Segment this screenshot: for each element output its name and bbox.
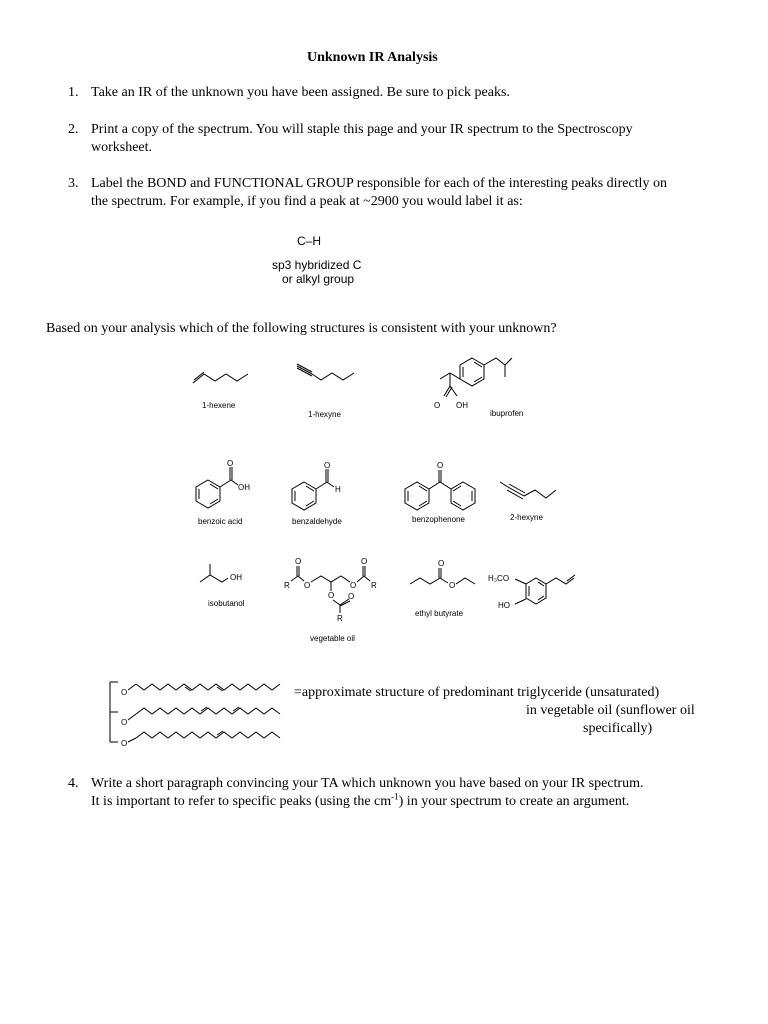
eugenol-ho-group: HO: [498, 601, 510, 610]
benzoic-acid-label: benzoic acid: [198, 517, 243, 526]
step-2-text-line1: Print a copy of the spectrum. You will staple this page and your IR spectrum to the Spectroscopy: [91, 122, 633, 137]
isobutanol-label: isobutanol: [208, 599, 245, 608]
step-3-text-line2: the spectrum. For example, if you find a peak at ~2900 you would label it as:: [91, 194, 523, 209]
vegetable-oil-o-atom-6: O: [361, 557, 368, 566]
benzoic-acid-structure: [194, 458, 254, 513]
eugenol-h3co-group: H₃CO: [488, 574, 510, 583]
vegetable-oil-structure: [284, 555, 384, 630]
ibuprofen-structure: [430, 350, 525, 410]
benzaldehyde-label: benzaldehyde: [292, 517, 342, 526]
vegetable-oil-o-atom-1: O: [295, 557, 302, 566]
1-hexyne-structure: [295, 362, 359, 384]
benzophenone-o-atom: O: [437, 461, 444, 470]
benzaldehyde-h-atom: H: [335, 485, 341, 494]
triglyceride-structure: [100, 676, 290, 748]
ethyl-butyrate-label: ethyl butyrate: [415, 609, 464, 618]
1-hexene-structure: [190, 365, 254, 387]
example-group-line1: sp3 hybridized C: [272, 258, 362, 272]
vegetable-oil-o-atom-3: O: [328, 591, 335, 600]
step-1-text: Take an IR of the unknown you have been assigned. Be sure to pick peaks.: [91, 85, 510, 100]
vegetable-oil-r-atom-left: R: [284, 581, 290, 590]
ibuprofen-o-atom: O: [434, 401, 441, 410]
eugenol-structure: [486, 566, 578, 616]
benzoic-acid-oh-atom: OH: [238, 483, 250, 492]
example-bond: C–H: [297, 234, 322, 248]
2-hexyne-structure: [498, 478, 562, 504]
vegetable-oil-r-atom-right: R: [371, 581, 377, 590]
triglyceride-note-line2: in vegetable oil (sunflower oil: [526, 703, 695, 718]
1-hexene-label: 1-hexene: [202, 401, 236, 410]
step-4-number: 4.: [68, 776, 79, 791]
step-1-number: 1.: [68, 85, 79, 100]
triglyceride-note-line1: =approximate structure of predominant triglyceride (unsaturated): [294, 685, 660, 700]
triglyceride-o-atom-2: O: [121, 718, 128, 727]
1-hexyne-label: 1-hexyne: [308, 410, 341, 419]
step-2-number: 2.: [68, 122, 79, 137]
benzophenone-structure: [403, 460, 478, 510]
step-3-number: 3.: [68, 176, 79, 191]
step-4-text-line2: [91, 793, 629, 811]
benzaldehyde-structure: [290, 460, 350, 515]
isobutanol-structure: [198, 562, 248, 588]
vegetable-oil-o-atom-5: O: [350, 581, 357, 590]
triglyceride-o-atom-1: O: [121, 688, 128, 697]
page-title: Unknown IR Analysis: [307, 50, 438, 65]
2-hexyne-label: 2-hexyne: [510, 513, 543, 522]
step-4-text-line2-b: ) in your spectrum to create an argument.: [398, 794, 630, 809]
ethyl-butyrate-o-atom-ester: O: [449, 581, 456, 590]
isobutanol-oh-atom: OH: [230, 573, 242, 582]
benzaldehyde-o-atom: O: [324, 461, 331, 470]
structure-question: Based on your analysis which of the following structures is consistent with your unknown?: [46, 321, 557, 336]
step-4-text-line1: Write a short paragraph convincing your TA which unknown you have based on your IR spectrum.: [91, 776, 644, 791]
triglyceride-o-atom-3: O: [121, 739, 128, 748]
ethyl-butyrate-structure: [408, 558, 483, 593]
ethyl-butyrate-o-atom-carbonyl: O: [438, 559, 445, 568]
benzoic-acid-o-atom: O: [227, 459, 234, 468]
ibuprofen-label: ibuprofen: [490, 409, 524, 418]
vegetable-oil-r-atom-bottom: R: [337, 614, 343, 623]
ibuprofen-oh-atom: OH: [456, 401, 468, 410]
vegetable-oil-o-atom-2: O: [304, 581, 311, 590]
example-group-line2: or alkyl group: [282, 272, 355, 286]
step-3-text-line1: Label the BOND and FUNCTIONAL GROUP responsible for each of the interesting peaks directly on: [91, 176, 667, 191]
benzophenone-label: benzophenone: [412, 515, 465, 524]
step-4-text-line2-a: It is important to refer to specific peaks (using the cm: [91, 794, 392, 809]
step-2-text-line2: worksheet.: [91, 140, 153, 155]
step-4-unit-superscript: -1: [391, 791, 399, 802]
triglyceride-note-line3: specifically): [583, 721, 653, 736]
vegetable-oil-label: vegetable oil: [310, 634, 355, 643]
vegetable-oil-o-atom-4: O: [348, 592, 355, 601]
